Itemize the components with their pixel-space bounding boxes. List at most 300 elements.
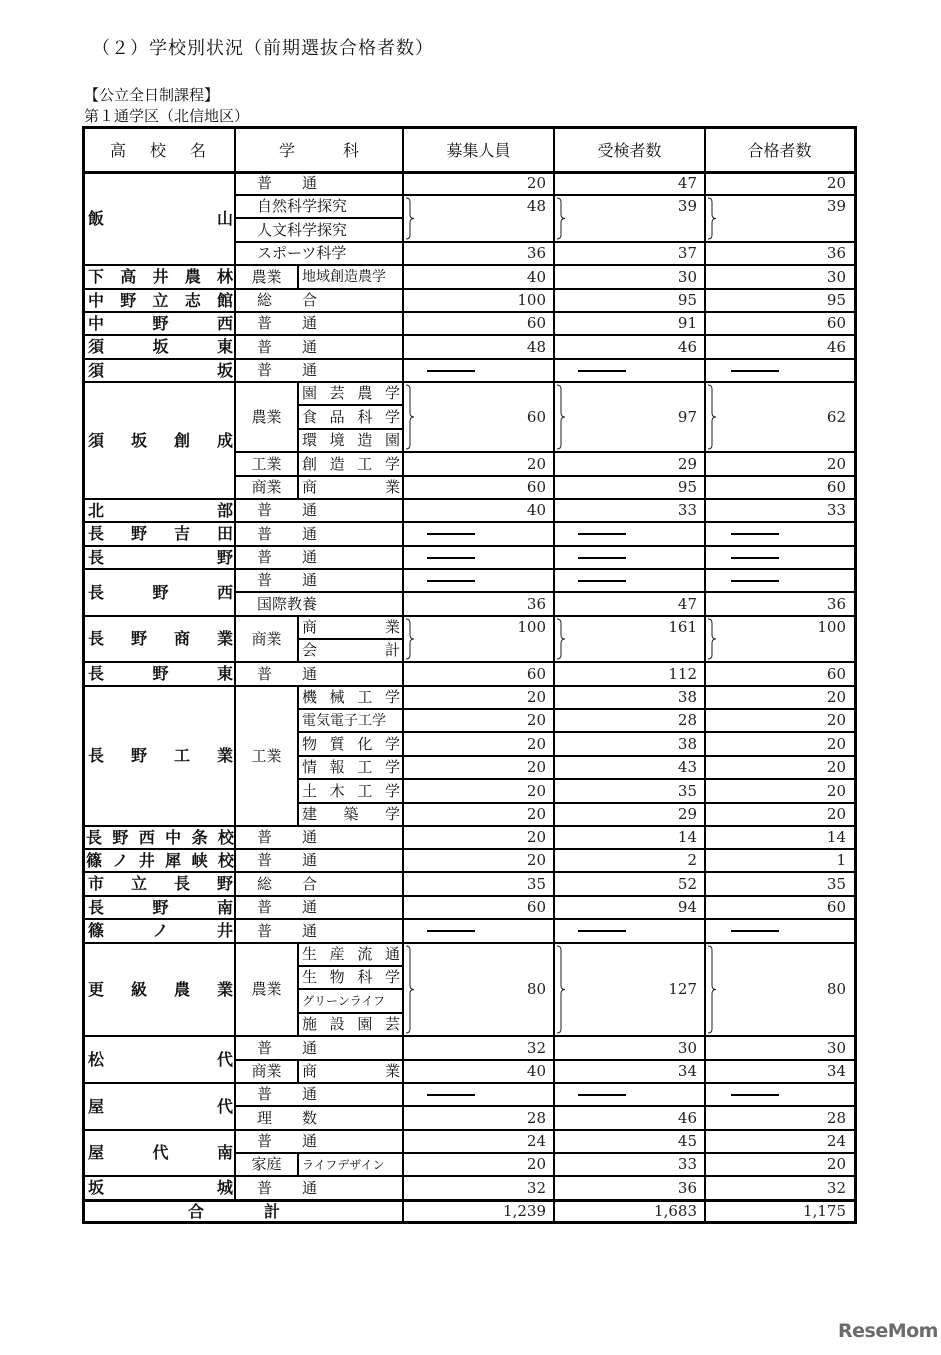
- department-name: グリーンライフ: [302, 994, 386, 1008]
- department-name: 普 通: [257, 1085, 318, 1103]
- dept-char: 物: [302, 734, 318, 753]
- department-name: [298, 639, 403, 662]
- department-name: 普 通: [257, 921, 318, 940]
- school-name-char: 坂: [152, 337, 169, 356]
- school-name-char: 西: [216, 582, 233, 602]
- value-quota: 20: [526, 711, 546, 729]
- dept-char: 築: [343, 805, 359, 823]
- value-applicants-dash: [554, 919, 705, 943]
- header-school: 高 校 名: [109, 140, 210, 160]
- total-passed: 1,175: [803, 1202, 846, 1220]
- dept-char: 業: [384, 478, 400, 496]
- dept-char: 造: [357, 431, 373, 449]
- department-name: [298, 616, 403, 639]
- value-passed: 60: [826, 898, 846, 916]
- dept-char: 物: [329, 968, 345, 986]
- header-passed: 合格者数: [747, 140, 812, 160]
- value-quota: 60: [526, 478, 546, 496]
- school-name-char: 立: [130, 874, 147, 893]
- school-name-char: 代: [152, 1143, 169, 1162]
- row-divider: [82, 848, 857, 850]
- row-divider: [82, 545, 857, 547]
- school-name-char: 下: [88, 267, 105, 286]
- value-quota: 40: [526, 501, 546, 519]
- value-quota-dash: [403, 569, 554, 592]
- value-quota: 60: [526, 407, 546, 426]
- dept-char: 科: [357, 407, 373, 426]
- school-name-char: ノ: [152, 921, 169, 940]
- brace-icon: [405, 945, 415, 1034]
- row-divider: [82, 918, 857, 920]
- value-applicants: 95: [677, 291, 697, 309]
- value-quota: 20: [526, 805, 546, 823]
- school-name-char: 井: [152, 267, 169, 286]
- dept-char: 工: [357, 454, 373, 473]
- value-applicants: 36: [677, 1178, 697, 1197]
- department-name: 普 通: [257, 337, 318, 356]
- school-name-char: 野: [130, 746, 147, 765]
- row-divider: [82, 498, 857, 500]
- school-name-char: 野: [216, 547, 233, 567]
- school-name-char: 長: [88, 547, 105, 567]
- school-name-char: 部: [216, 500, 233, 520]
- column-divider: [234, 129, 236, 1200]
- dept-char: 環: [302, 431, 318, 449]
- school-name-char: 南: [216, 1143, 233, 1162]
- value-quota: 40: [526, 267, 546, 286]
- department-name: 理 数: [257, 1108, 318, 1127]
- total-applicants: 1,683: [654, 1202, 697, 1220]
- dept-char: 芸: [329, 384, 345, 402]
- value-quota: 28: [526, 1108, 546, 1127]
- value-applicants: 34: [677, 1062, 697, 1080]
- value-applicants: 2: [687, 851, 697, 869]
- school-name-char: 篠: [88, 921, 105, 940]
- value-applicants: 46: [677, 337, 697, 356]
- value-quota: 36: [526, 594, 546, 613]
- school-name-char: 市: [88, 874, 105, 893]
- value-passed: 20: [826, 174, 846, 192]
- school-name-char: 長: [88, 746, 105, 765]
- department-name: 普 通: [257, 571, 318, 589]
- value-passed: 1: [836, 851, 846, 869]
- value-passed: 20: [826, 688, 846, 706]
- district-heading: 第１通学区（北信地区）: [84, 107, 250, 125]
- value-quota: 100: [517, 291, 546, 309]
- column-divider: [297, 452, 299, 476]
- value-applicants: 30: [677, 1038, 697, 1057]
- dept-char: 品: [329, 407, 345, 426]
- department-name: 人文科学探究: [257, 220, 348, 239]
- dept-char: 建: [302, 805, 318, 823]
- value-passed: 20: [826, 781, 846, 800]
- value-applicants: 97: [677, 407, 697, 426]
- dept-char: 学: [384, 407, 400, 426]
- school-name-char: 野: [152, 664, 169, 683]
- school-name: [85, 499, 235, 522]
- school-name: [85, 289, 235, 312]
- department-name: 総 合: [257, 291, 318, 309]
- school-name: [85, 382, 235, 499]
- header-department: 学 科: [278, 140, 359, 160]
- row-divider: [82, 334, 857, 336]
- school-name-char: 山: [216, 208, 233, 228]
- value-applicants: 161: [668, 618, 697, 636]
- school-name: [85, 172, 235, 265]
- value-applicants: 47: [677, 174, 697, 192]
- school-name-char: 長: [88, 582, 105, 602]
- dept-char: 商: [302, 618, 318, 636]
- value-applicants-dash: [554, 1083, 705, 1106]
- school-name: [85, 662, 235, 686]
- school-name-char: 田: [216, 524, 233, 543]
- school-name-char: 野: [152, 313, 169, 333]
- department-name: 総 合: [257, 874, 318, 893]
- value-passed: 30: [826, 267, 846, 286]
- department-name: 普 通: [257, 174, 318, 192]
- value-passed: 35: [826, 874, 846, 893]
- section-heading: 【公立全日制課程】: [84, 86, 220, 104]
- row-divider: [82, 358, 857, 360]
- school-name-char: 工: [173, 746, 190, 765]
- school-name: [85, 359, 235, 382]
- total-label: 合計: [187, 1201, 340, 1221]
- value-quota: 48: [526, 337, 546, 356]
- value-applicants: 47: [677, 594, 697, 613]
- department-name: [298, 382, 403, 405]
- school-name-char: ノ: [112, 850, 129, 870]
- school-name-char: 坂: [216, 360, 233, 380]
- school-name: [85, 1083, 235, 1130]
- brace-icon: [405, 618, 415, 660]
- school-name: [85, 686, 235, 826]
- school-name-char: 業: [216, 979, 233, 999]
- value-quota: 20: [526, 828, 546, 846]
- category-name: 工業: [251, 746, 282, 765]
- value-passed: 95: [826, 291, 846, 309]
- school-name-char: 中: [88, 313, 105, 333]
- dept-char: 計: [384, 641, 400, 659]
- school-name-char: 更: [88, 979, 105, 999]
- school-name-char: 野: [130, 524, 147, 543]
- value-applicants: 45: [677, 1132, 697, 1150]
- row-divider: [82, 288, 857, 290]
- dept-char: 流: [357, 945, 373, 963]
- department-name: [298, 429, 403, 452]
- school-name-char: 長: [86, 827, 103, 847]
- school-name-char: 須: [88, 360, 105, 380]
- dept-char: 施: [302, 1015, 318, 1033]
- column-divider: [297, 943, 299, 1036]
- value-quota: 20: [526, 454, 546, 473]
- dept-char: 工: [357, 758, 373, 776]
- school-name: [85, 943, 235, 1036]
- value-quota: 20: [526, 688, 546, 706]
- value-passed: 20: [826, 454, 846, 473]
- value-quota-dash: [403, 919, 554, 943]
- department-name: 国際教養: [257, 594, 318, 613]
- value-applicants: 28: [677, 711, 697, 729]
- department-name: 普 通: [257, 664, 318, 683]
- value-applicants: 14: [677, 828, 697, 846]
- school-name-char: 立: [152, 290, 169, 310]
- dept-char: 報: [329, 758, 345, 776]
- dept-char: 木: [329, 781, 345, 800]
- dept-char: 産: [329, 945, 345, 963]
- brace-icon: [556, 618, 566, 660]
- school-name-char: 業: [216, 746, 233, 765]
- value-passed: 30: [826, 1038, 846, 1057]
- row-divider: [82, 685, 857, 687]
- value-passed: 20: [826, 805, 846, 823]
- watermark-logo: ReseMom: [838, 1320, 938, 1342]
- department-name: ライフデザイン: [302, 1157, 385, 1172]
- value-applicants: 43: [677, 758, 697, 776]
- value-quota: 20: [526, 851, 546, 869]
- school-name-char: 業: [216, 629, 233, 648]
- column-divider: [297, 616, 299, 662]
- column-divider: [297, 686, 299, 826]
- school-name-char: 長: [88, 524, 105, 543]
- row-divider: [82, 1082, 857, 1084]
- dept-char: 機: [302, 688, 318, 706]
- category-name: 農業: [251, 267, 282, 286]
- school-name: [85, 569, 235, 616]
- value-applicants: 52: [677, 874, 697, 893]
- value-passed: 80: [826, 980, 846, 998]
- page-title: （２）学校別状況（前期選抜合格者数）: [92, 38, 434, 59]
- row-divider: [82, 1129, 857, 1131]
- category-name: 工業: [251, 454, 282, 473]
- school-name-char: 農: [173, 979, 190, 999]
- dept-char: 情: [302, 758, 318, 776]
- dept-char: 学: [384, 805, 400, 823]
- school-name-char: 条: [191, 827, 208, 847]
- value-applicants: 39: [677, 197, 697, 215]
- value-quota: 20: [526, 734, 546, 753]
- dept-char: 業: [384, 1062, 400, 1080]
- column-divider: [297, 382, 299, 452]
- value-passed: 34: [826, 1062, 846, 1080]
- dept-char: 化: [357, 734, 373, 753]
- value-applicants: 29: [677, 454, 697, 473]
- row-divider: [82, 568, 857, 570]
- column-divider: [402, 129, 404, 1223]
- value-passed: 36: [826, 244, 846, 262]
- dept-char: 質: [329, 734, 345, 753]
- value-passed-dash: [705, 1083, 854, 1106]
- value-passed-dash: [705, 569, 854, 592]
- value-quota: 20: [526, 758, 546, 776]
- dept-char: 工: [357, 781, 373, 800]
- school-name-char: 坂: [130, 430, 147, 450]
- dept-char: 学: [384, 688, 400, 706]
- school-name-char: 長: [88, 664, 105, 683]
- column-divider: [297, 1060, 299, 1083]
- value-quota: 60: [526, 314, 546, 332]
- school-name-char: 農: [184, 267, 201, 286]
- row-divider: [82, 1175, 857, 1177]
- department-name: [298, 966, 403, 989]
- value-passed: 20: [826, 734, 846, 753]
- value-applicants-dash: [554, 522, 705, 546]
- school-name: [85, 335, 235, 359]
- dept-char: 商: [302, 1062, 318, 1080]
- department-name: [298, 732, 403, 756]
- row-divider: [82, 311, 857, 313]
- value-applicants: 127: [668, 980, 697, 998]
- value-passed-dash: [705, 359, 854, 382]
- value-quota: 60: [526, 664, 546, 683]
- school-name-char: 須: [88, 430, 105, 450]
- row-divider: [82, 825, 857, 827]
- school-name: [85, 312, 235, 335]
- value-quota: 20: [526, 1155, 546, 1173]
- department-name: 普 通: [257, 1178, 318, 1197]
- value-passed: 20: [826, 1155, 846, 1173]
- row-divider: [82, 942, 857, 944]
- school-name-char: 井: [216, 921, 233, 940]
- department-name: 普 通: [257, 524, 318, 543]
- dept-char: 設: [329, 1015, 345, 1033]
- school-name-char: 創: [173, 430, 190, 450]
- value-applicants: 33: [677, 501, 697, 519]
- row-divider: [82, 521, 857, 523]
- value-applicants: 95: [677, 478, 697, 496]
- value-quota: 32: [526, 1038, 546, 1057]
- dept-char: 園: [384, 431, 400, 449]
- column-divider: [297, 1153, 299, 1176]
- value-passed: 39: [826, 197, 846, 215]
- value-applicants: 30: [677, 267, 697, 286]
- column-divider: [704, 129, 706, 1223]
- value-passed-dash: [705, 546, 854, 569]
- brace-icon: [707, 945, 717, 1034]
- brace-icon: [707, 197, 717, 240]
- department-name: [298, 405, 403, 429]
- column-divider: [297, 476, 299, 499]
- school-name: [85, 849, 235, 872]
- value-quota-dash: [403, 359, 554, 382]
- dept-char: 園: [302, 384, 318, 402]
- school-name: [85, 1036, 235, 1083]
- value-quota-dash: [403, 1083, 554, 1106]
- dept-char: 学: [384, 454, 400, 473]
- value-passed-dash: [705, 919, 854, 943]
- value-applicants-dash: [554, 359, 705, 382]
- value-applicants: 38: [677, 734, 697, 753]
- value-passed: 24: [826, 1132, 846, 1150]
- school-name-char: 篠: [86, 850, 103, 870]
- total-quota: 1,239: [503, 1202, 546, 1220]
- category-name: 農業: [251, 407, 282, 426]
- value-quota-dash: [403, 522, 554, 546]
- department-name: [298, 686, 403, 709]
- school-name-char: 林: [216, 267, 233, 286]
- department-name: [298, 803, 403, 826]
- dept-char: 生: [302, 968, 318, 986]
- value-passed-dash: [705, 522, 854, 546]
- school-name-char: 峡: [191, 850, 208, 870]
- dept-char: 学: [384, 781, 400, 800]
- dept-char: 土: [302, 781, 318, 800]
- department-name: 普 通: [257, 501, 318, 519]
- school-name-char: 中: [88, 290, 105, 310]
- school-name-char: 南: [216, 897, 233, 917]
- value-quota: 36: [526, 244, 546, 262]
- value-passed: 36: [826, 594, 846, 613]
- value-passed: 60: [826, 478, 846, 496]
- category-name: 家庭: [251, 1155, 282, 1173]
- school-name-char: 高: [120, 267, 137, 286]
- category-name: 農業: [251, 980, 282, 998]
- dept-char: 会: [302, 641, 318, 659]
- school-name-char: 須: [88, 337, 105, 356]
- dept-char: 学: [384, 968, 400, 986]
- row-divider: [82, 264, 857, 266]
- row-divider: [82, 871, 857, 873]
- school-name-char: 中: [165, 827, 182, 847]
- school-name-char: 館: [216, 290, 233, 310]
- school-name-char: 長: [173, 874, 190, 893]
- dept-char: 学: [384, 734, 400, 753]
- school-name-char: 屋: [88, 1143, 105, 1162]
- value-passed: 60: [826, 664, 846, 683]
- school-name-char: 犀: [165, 850, 182, 870]
- school-name-char: 飯: [88, 208, 105, 228]
- dept-char: 業: [384, 618, 400, 636]
- department-name: 普 通: [257, 851, 318, 869]
- category-name: 商業: [251, 478, 282, 496]
- school-name-char: 成: [216, 430, 233, 450]
- value-passed: 100: [817, 618, 846, 636]
- value-quota: 20: [526, 174, 546, 192]
- dept-char: 食: [302, 407, 318, 426]
- value-passed: 62: [826, 407, 846, 426]
- school-name: [85, 265, 235, 289]
- dept-char: 創: [302, 454, 318, 473]
- department-name: 普 通: [257, 548, 318, 566]
- school-name-char: 東: [216, 337, 233, 356]
- department-name: スポーツ科学: [257, 244, 347, 262]
- department-name: 普 通: [257, 314, 318, 332]
- dept-char: 農: [357, 384, 373, 402]
- dept-char: 境: [329, 431, 345, 449]
- brace-icon: [556, 945, 566, 1034]
- department-name: [298, 1060, 403, 1083]
- department-name: 普 通: [257, 828, 318, 846]
- school-name-char: 校: [217, 827, 234, 847]
- column-divider: [553, 129, 555, 1223]
- school-name-char: 代: [216, 1049, 233, 1069]
- department-name: [298, 476, 403, 499]
- dept-char: 学: [384, 758, 400, 776]
- admissions-table: [82, 126, 857, 1224]
- value-applicants: 94: [677, 898, 697, 916]
- value-applicants: 35: [677, 781, 697, 800]
- value-passed: 28: [826, 1108, 846, 1127]
- school-name-char: 西: [216, 313, 233, 333]
- school-name: [85, 522, 235, 546]
- value-applicants: 91: [677, 314, 697, 332]
- value-applicants: 37: [677, 244, 697, 262]
- value-applicants-dash: [554, 569, 705, 592]
- dept-char: 芸: [384, 1015, 400, 1033]
- school-name-char: 野: [216, 874, 233, 893]
- brace-icon: [556, 197, 566, 240]
- school-name: [85, 546, 235, 569]
- school-name-char: 長: [88, 897, 105, 917]
